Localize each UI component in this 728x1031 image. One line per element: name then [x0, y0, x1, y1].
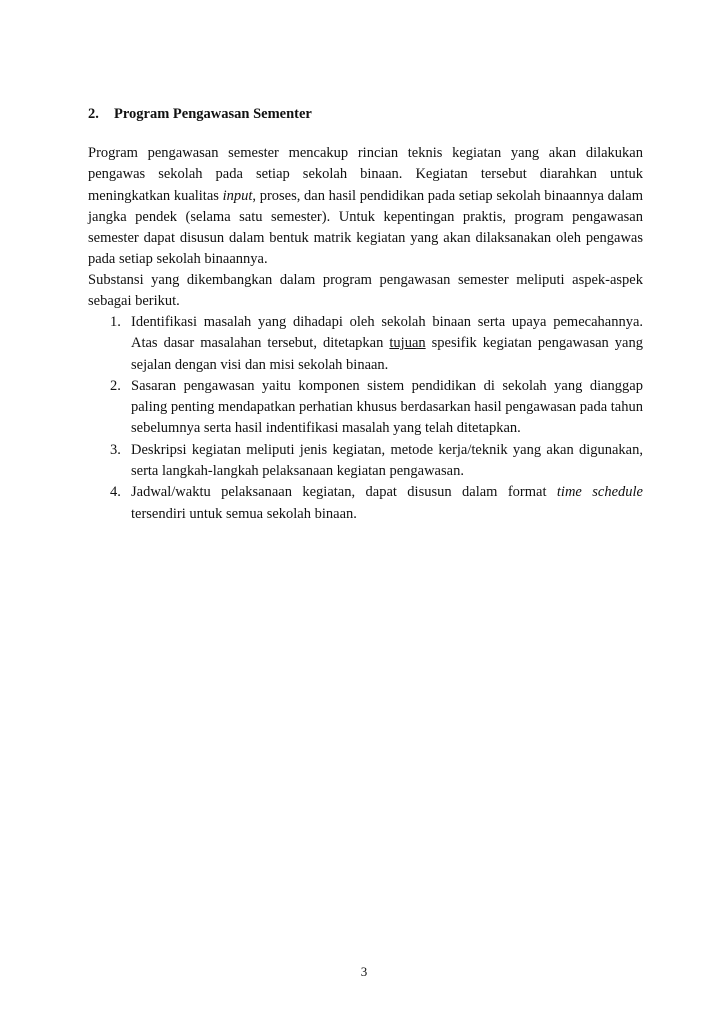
page-number: 3 — [360, 964, 368, 979]
paragraph-intro-italic: input — [222, 187, 253, 204]
section-heading — [88, 104, 312, 124]
list-item-text: tersendiri untuk semua sekolah binaan. — [131, 505, 357, 522]
list-item-text: Jadwal/waktu pelaksanaan kegiatan, dapat disusun dalam format — [131, 484, 557, 501]
section-title: Program Pengawasan Sementer — [114, 106, 312, 122]
list-item — [88, 312, 643, 376]
paragraph-intro — [88, 143, 643, 271]
list-item-text: spesifik kegiatan pengawasan yang sejalan dengan visi dan misi sekolah binaan. — [131, 335, 643, 373]
paragraph-substance-text: Substansi yang dikembangkan dalam program pengawasan semester meliputi aspek-aspek sebagai berikut. — [88, 272, 643, 310]
list-item-italic: time schedule — [556, 484, 643, 501]
list-item — [88, 482, 643, 525]
section-number: 2. — [88, 106, 99, 122]
list-marker: 2. — [110, 377, 121, 394]
list-marker: 3. — [110, 441, 121, 458]
list-item — [88, 376, 643, 440]
aspect-list — [88, 312, 643, 525]
paragraph-intro-part1: Program pengawasan semester mencakup rincian teknis kegiatan yang akan dilakukan pengawas sekolah pada setiap sekolah binaan. Kegiatan tersebut diarahkan untuk meningkatkan kualitas — [88, 145, 643, 204]
list-marker: 4. — [110, 484, 121, 501]
list-item-text: Identifikasi masalah yang dihadapi oleh sekolah binaan serta upaya pemecahannya. Atas dasar masalahan tersebut, ditetapkan — [131, 314, 643, 352]
paragraph-substance — [88, 270, 643, 313]
list-item-underline: tujuan — [389, 335, 426, 352]
list-item-text: Sasaran pengawasan yaitu komponen sistem pendidikan di sekolah yang dianggap paling penting mendapatkan perhatian khusus berdasarkan hasil pengawasan pada tahun sebelumnya serta hasil indentifikasi masalah yang telah ditetapkan. — [131, 377, 643, 437]
list-item — [88, 440, 643, 483]
list-item-text: Deskripsi kegiatan meliputi jenis kegiatan, metode kerja/teknik yang akan digunakan, serta langkah-langkah pelaksanaan kegiatan pengawasan. — [131, 441, 643, 480]
list-marker: 1. — [110, 314, 121, 330]
paragraph-intro-part2: , proses, dan hasil pendidikan pada setiap sekolah binaannya dalam jangka pendek (selama satu semester). Untuk kepentingan praktis, program pengawasan semester dapat disusun dalam bentuk matrik kegiatan yang akan dilaksanakan oleh pengawas pada setiap sekolah binaannya. — [88, 187, 643, 268]
